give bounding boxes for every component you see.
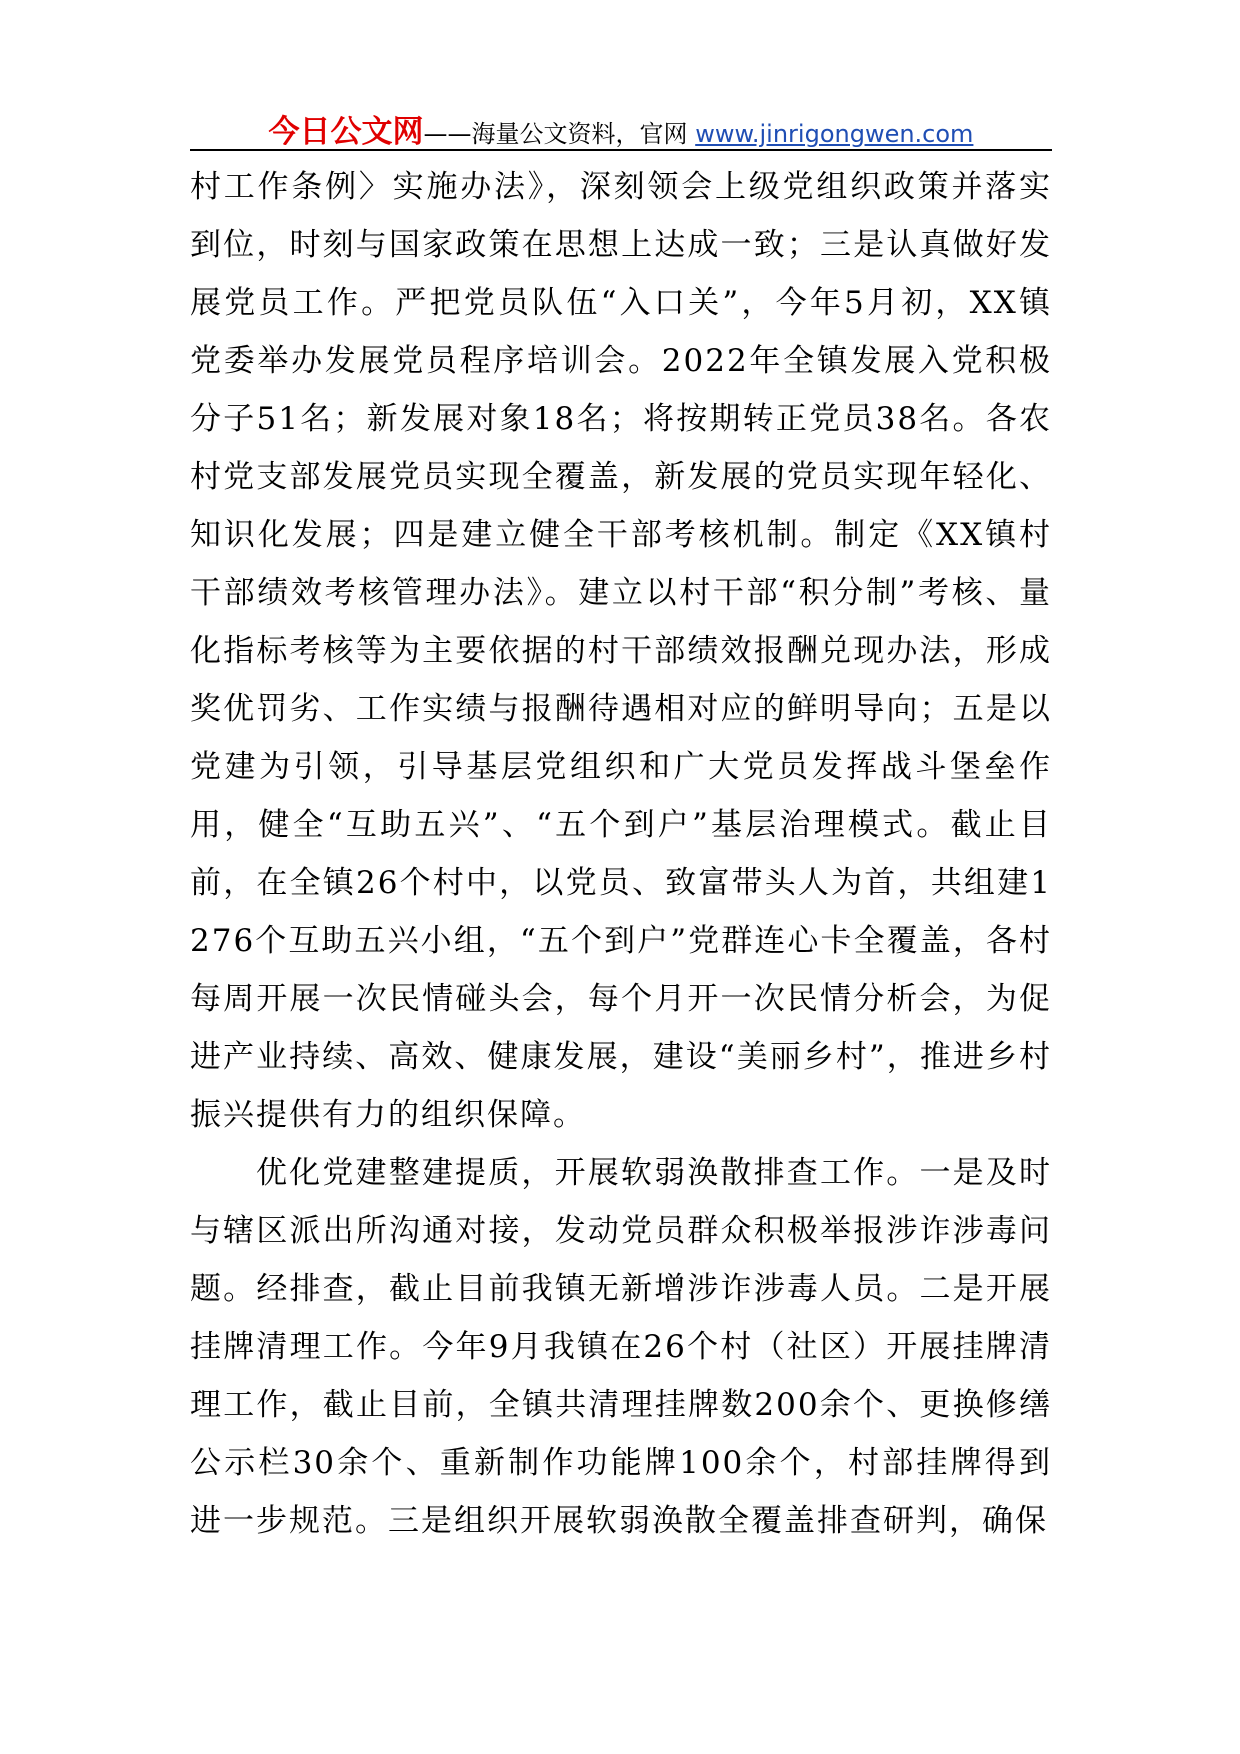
paragraph-2: 优化党建整建提质，开展软弱涣散排查工作。一是及时与辖区派出所沟通对接，发动党员群众积极举报涉诈涉毒问题。经排查，截止目前我镇无新增涉诈涉毒人员。二是开展挂牌清理工作。今年9月我镇在26个村（社区）开展挂牌清理工作，截止目前，全镇共清理挂牌数200余个、更换修缮公示栏30余个、重新制作功能牌100余个，村部挂牌得到进一步规范。三是组织开展软弱涣散全覆盖排查研判，确保 <box>190 1155 1052 1539</box>
header-divider <box>190 149 1052 151</box>
paragraph-1: 村工作条例〉实施办法》，深刻领会上级党组织政策并落实到位，时刻与国家政策在思想上达成一致；三是认真做好发展党员工作。严把党员队伍“入口关”，今年5月初，XX镇党委举办发展党员程序培训会。2022年全镇发展入党积极分子51名；新发展对象18名；将按期转正党员38名。各农村党支部发展党员实现全覆盖，新发展的党员实现年轻化、知识化发展；四是建立健全干部考核机制。制定《XX镇村干部绩效考核管理办法》。建立以村干部“积分制”考核、量化指标考核等为主要依据的村干部绩效报酬兑现办法，形成奖优罚劣、工作实绩与报酬待遇相对应的鲜明导向；五是以党建为引领，引导基层党组织和广大党员发挥战斗堡垒作用，健全“互助五兴”、“五个到户”基层治理模式。截止目前，在全镇26个村中，以党员、致富带头人为首，共组建1276个互助五兴小组，“五个到户”党群连心卡全覆盖，各村每周开展一次民情碰头会，每个月开一次民情分析会，为促进产业持续、高效、健康发展，建设“美丽乡村”，推进乡村振兴提供有力的组织保障。 <box>190 169 1052 1133</box>
site-tagline: ——海量公文资料，官网 <box>423 120 696 148</box>
page-header <box>190 106 1052 150</box>
site-url-link[interactable]: www.jinrigongwen.com <box>695 120 974 148</box>
document-body <box>190 158 1052 1550</box>
site-brand: 今日公文网 <box>268 114 424 150</box>
